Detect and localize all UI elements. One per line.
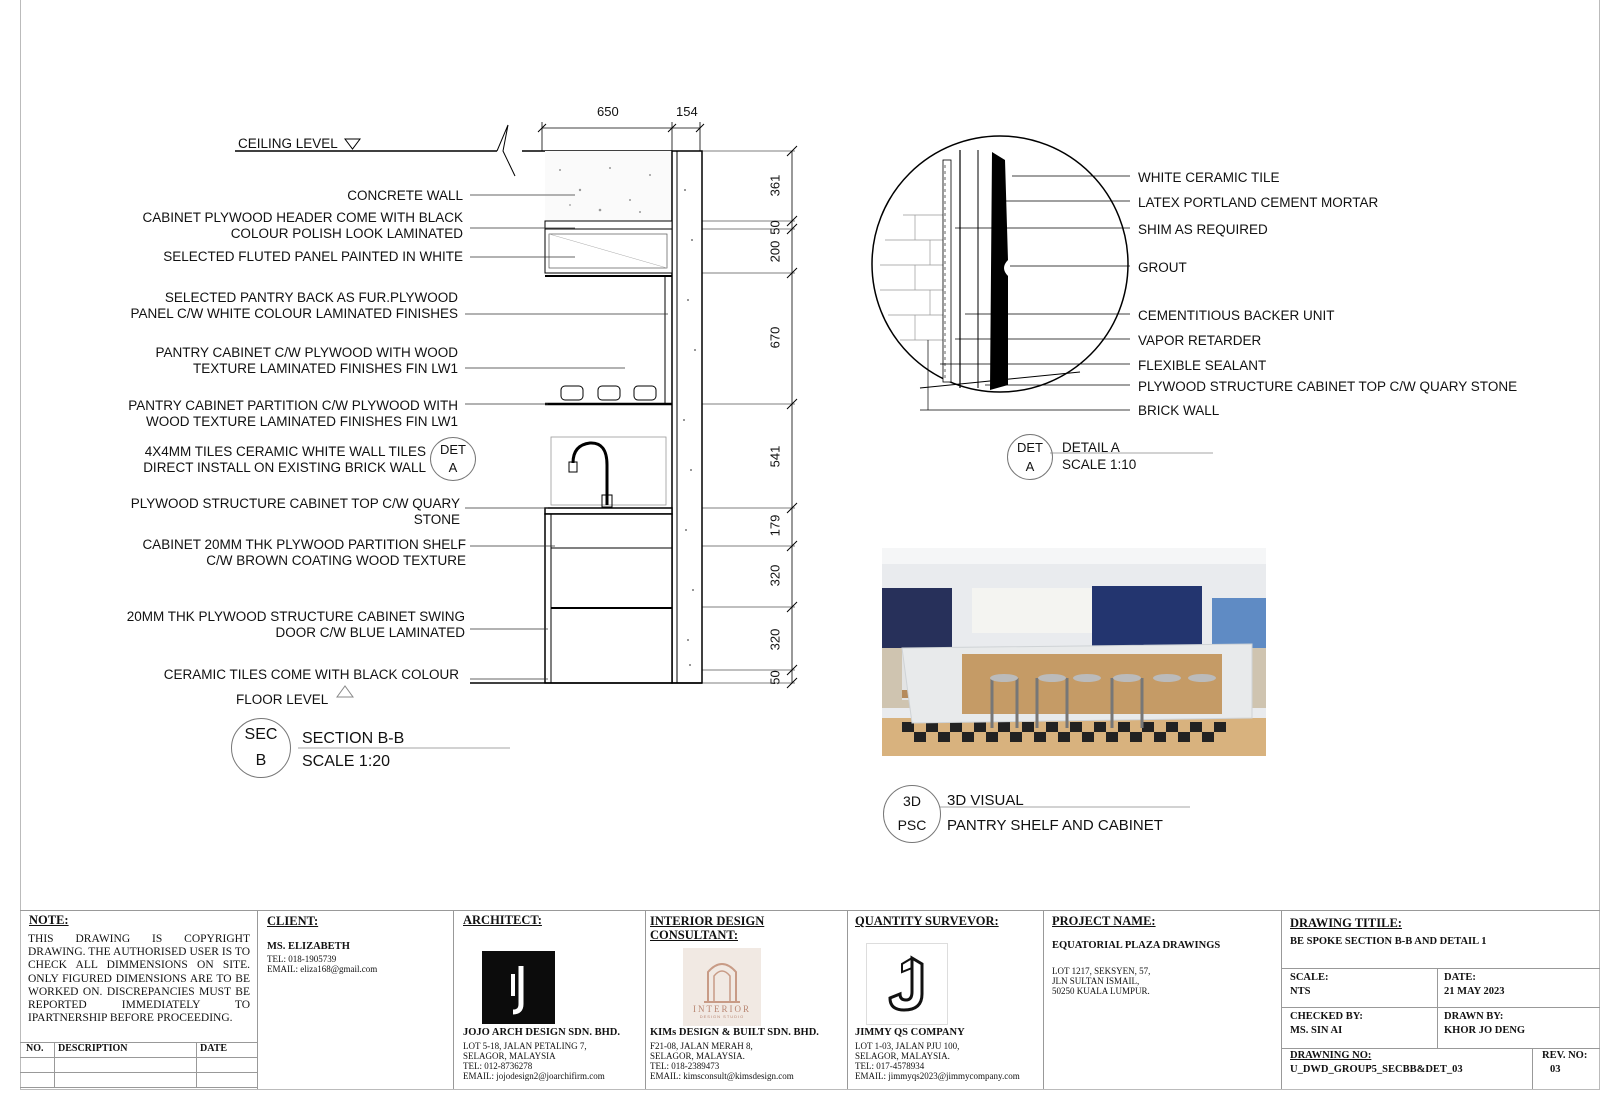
dim-650: 650 [597,104,619,119]
project-name: EQUATORIAL PLAZA DRAWINGS [1052,940,1221,951]
interior-col [646,911,848,1089]
section-label-0: CONCRETE WALL [347,188,463,203]
section-label-5: PANTRY CABINET PARTITION C/W PLYWOOD WITH WOOD TEXTURE LAMINATED FINISHES FIN LW1 [128,398,458,429]
architect-logo [482,951,555,1024]
architect-addr-1: SELAGOR, MALAYSIA [463,1051,556,1061]
scale-heading: SCALE: [1290,972,1329,983]
detail-scale: SCALE 1:10 [1062,457,1137,472]
drawing-info-col [1282,911,1600,1089]
vdim-7: 320 [767,628,783,651]
dim-154: 154 [676,104,698,119]
section-label-10: CERAMIC TILES COME WITH BLACK COLOUR [163,667,459,682]
detail-label-2: SHIM AS REQUIRED [1138,222,1268,237]
detail-title: DETAIL A [1062,440,1120,455]
section-label-9: 20MM THK PLYWOOD STRUCTURE CABINET SWING DOOR C/W BLUE LAMINATED [126,609,465,640]
qs-addr-1: SELAGOR, MALAYSIA. [855,1051,950,1061]
interior-logo-subtext: DESIGN STUDIO [699,1013,745,1019]
section-label-4: PANTRY CABINET C/W PLYWOOD WITH WOOD TEXTURE LAMINATED FINISHES FIN LW1 [155,345,458,376]
section-label-2: SELECTED FLUTED PANEL PAINTED IN WHITE [163,249,463,264]
ceiling-level-label: CEILING LEVEL [238,136,338,151]
drawing-title-heading: DRAWING TITILE: [1290,916,1402,930]
interior-heading-1: INTERIOR DESIGN [650,914,765,928]
architect-addr-2: TEL: 012-8736278 [463,1061,533,1071]
drawing-title: BE SPOKE SECTION B-B AND DETAIL 1 [1290,936,1487,947]
detail-label-6: FLEXIBLE SEALANT [1138,358,1267,373]
rev-col-desc: DESCRIPTION [55,1043,197,1057]
qs-addr-0: LOT 1-03, JALAN PJU 100, [855,1041,960,1051]
det-a-tag: DET A [430,437,476,481]
qs-logo [866,943,948,1025]
project-addr-1: JLN SULTAN ISMAIL, [1052,976,1140,986]
architect-col [454,911,646,1089]
architect-addr-3: EMAIL: jojodesign2@joarchifirm.com [463,1071,605,1081]
date-heading: DATE: [1444,972,1476,983]
interior-name: KIMs DESIGN & BUILT SDN. BHD. [650,1027,819,1038]
client-heading: CLIENT: [267,914,319,928]
visual-title-tag: 3D PSC [883,785,941,843]
detail-label-0: WHITE CERAMIC TILE [1138,170,1280,185]
client-email: EMAIL: eliza168@gmail.com [267,964,378,974]
architect-addr-0: LOT 5-18, JALAN PETALING 7, [463,1041,587,1051]
drawing-no-heading: DRAWNING NO: [1290,1050,1372,1061]
visual-title: 3D VISUAL [947,792,1024,809]
qs-addr-3: EMAIL: jimmyqs2023@jimmycompany.com [855,1071,1020,1081]
project-addr-2: 50250 KUALA LUMPUR. [1052,986,1150,996]
detail-label-4: CEMENTITIOUS BACKER UNIT [1138,308,1335,323]
interior-addr-3: EMAIL: kimsconsult@kimsdesign.com [650,1071,794,1081]
vdim-8: 50 [767,670,783,685]
rev-col-date: DATE [200,1043,228,1054]
section-label-6: 4X4MM TILES CERAMIC WHITE WALL TILES DIRECT INSTALL ON EXISTING BRICK WALL [143,444,426,475]
drawn-by-heading: DRAWN BY: [1444,1011,1504,1022]
title-block [20,910,1600,1089]
vdim-6: 320 [767,564,783,587]
pantry-3d-visual-image [882,548,1266,756]
detail-label-5: VAPOR RETARDER [1138,333,1262,348]
qs-addr-2: TEL: 017-4578934 [855,1061,925,1071]
vdim-2: 200 [767,240,783,263]
client-tel: TEL: 018-1905739 [267,954,337,964]
qs-name: JIMMY QS COMPANY [855,1027,965,1038]
interior-addr-2: TEL: 018-2389473 [650,1061,720,1071]
vdim-0: 361 [767,174,783,197]
vdim-1: 50 [767,220,783,235]
detail-label-8: BRICK WALL [1138,403,1220,418]
interior-addr-1: SELAGOR, MALAYSIA. [650,1051,745,1061]
note-col [20,911,258,1089]
project-heading: PROJECT NAME: [1052,914,1156,928]
visual-subtitle: PANTRY SHELF AND CABINET [947,817,1163,834]
qs-col [848,911,1044,1089]
vdim-5: 179 [767,514,783,537]
detail-label-1: LATEX PORTLAND CEMENT MORTAR [1138,195,1379,210]
section-title: SECTION B-B [302,730,405,747]
vdim-3: 670 [767,326,783,349]
detail-label-3: GROUT [1138,260,1187,275]
detail-label-7: PLYWOOD STRUCTURE CABINET TOP C/W QUARY STONE [1138,379,1518,394]
section-label-8: CABINET 20MM THK PLYWOOD PARTITION SHELF C/W BROWN COATING WOOD TEXTURE [142,537,466,568]
rev-no-value: 03 [1550,1064,1561,1075]
floor-level-label: FLOOR LEVEL [236,692,329,707]
interior-heading-2: CONSULTANT: [650,928,738,942]
client-name: MS. ELIZABETH [267,941,350,952]
scale-value: NTS [1290,986,1311,997]
drawn-by-value: KHOR JO DENG [1444,1025,1526,1036]
note-heading: NOTE: [29,913,69,927]
section-label-1: CABINET PLYWOOD HEADER COME WITH BLACK COLOUR POLISH LOOK LAMINATED [142,210,463,241]
section-title-tag: SEC B [231,718,291,778]
section-label-7: PLYWOOD STRUCTURE CABINET TOP C/W QUARY STONE [130,496,460,527]
qs-heading: QUANTITY SURVEVOR: [855,914,999,928]
interior-addr-0: F21-08, JALAN MERAH 8, [650,1041,753,1051]
note-text: THIS DRAWING IS COPYRIGHT DRAWING. THE AUTHORISED USER IS TO CHECK ALL DIMMENSIONS ON SITE. ONLY FIGURED DIMENSIONS ARE TO BE WORKED ON. DISCREPANCIES MUST BE REPORTED IMMEDIATELY TO IPARTNERSHIP BEFORE PROCEEDING. [28,933,250,1025]
detail-title-tag: DET A [1007,434,1053,480]
checked-by-heading: CHECKED BY: [1290,1011,1363,1022]
project-addr-0: LOT 1217, SEKSYEN, 57, [1052,966,1151,976]
drawing-no-value: U_DWD_GROUP5_SECBB&DET_03 [1290,1064,1463,1075]
section-label-3: SELECTED PANTRY BACK AS FUR.PLYWOOD PANEL C/W WHITE COLOUR LAMINATED FINISHES [130,290,458,321]
client-col [258,911,454,1089]
project-col [1044,911,1282,1089]
date-value: 21 MAY 2023 [1444,986,1505,997]
rev-no-heading: REV. NO: [1542,1050,1588,1061]
architect-heading: ARCHITECT: [463,913,542,927]
rev-col-no: NO. [20,1043,55,1057]
revision-table [20,1042,258,1088]
interior-logo-text: INTERIOR [693,1003,751,1014]
vdim-4: 541 [767,445,783,468]
interior-logo [683,948,761,1026]
architect-name: JOJO ARCH DESIGN SDN. BHD. [463,1027,620,1038]
checked-by-value: MS. SIN AI [1290,1025,1343,1036]
section-scale: SCALE 1:20 [302,753,391,770]
